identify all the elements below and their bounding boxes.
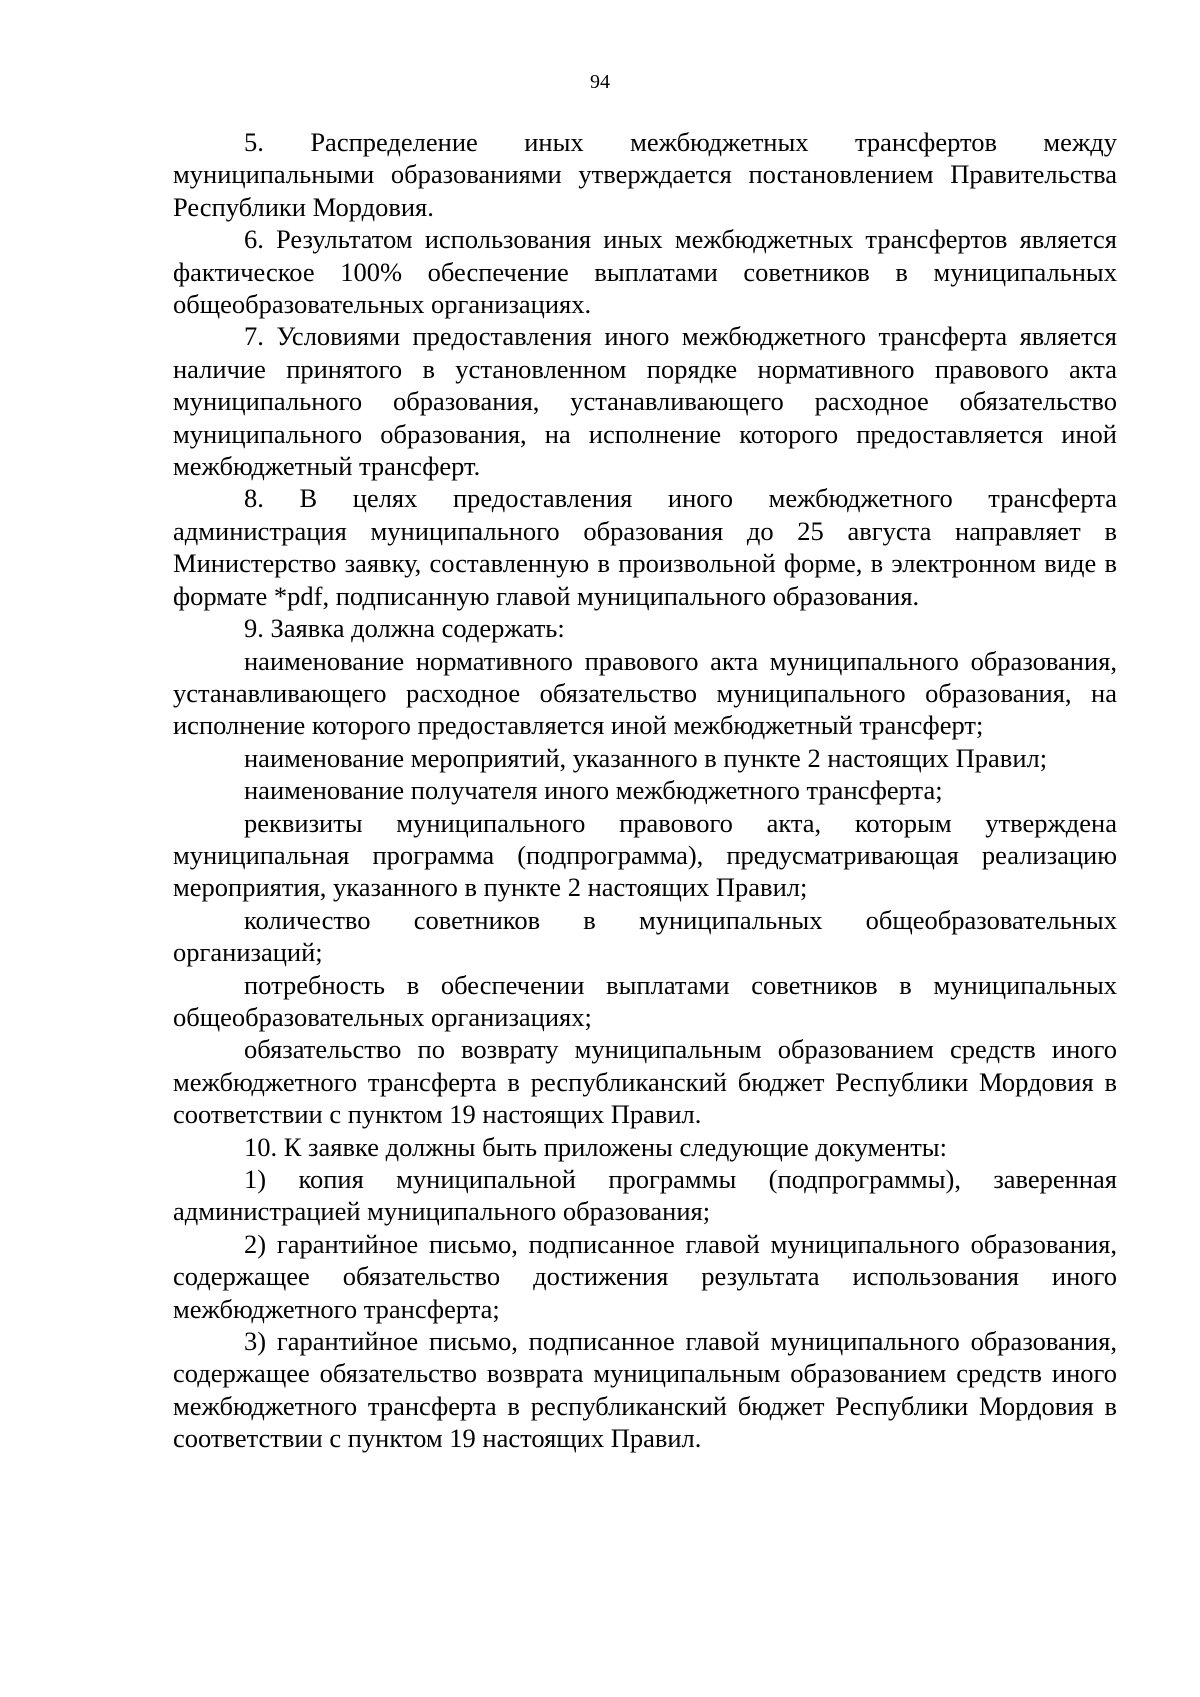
list-item-act-name: наименование нормативного правового акта муниципального образования, устанавливающего расходное обязательство муниципального образования, на исполнение которого предоставляется иной межбюджетный трансферт;	[173, 645, 1117, 741]
paragraph-5: 5. Распределение иных межбюджетных трансфертов между муниципальными образованиями утверждается постановлением Правительства Республики Мордовия.	[173, 127, 1117, 222]
paragraph-7: 7. Условиями предоставления иного межбюджетного трансферта является наличие принятого в установленном порядке нормативного правового акта муниципального образования, устанавливающего расходное обязательство муниципального образования, на исполнение которого предоставляется иной межбюджетный трансферт.	[173, 321, 1117, 482]
list-item-act-details: реквизиты муниципального правового акта, которым утверждена муниципальная программа (подпрограмма), предусматривающая реализацию мероприятия, указанного в пункте 2 настоящих Правил;	[173, 807, 1117, 903]
attachment-item-3: 3) гарантийное письмо, подписанное главой муниципального образования, содержащее обязательство возврата муниципальным образованием средств иного межбюджетного трансферта в республиканский бюджет Республики Мордовия в соответствии с пунктом 19 настоящих Правил.	[173, 1326, 1117, 1454]
list-item-recipient-name: наименование получателя иного межбюджетного трансферта;	[244, 775, 943, 806]
document-body	[173, 126, 1117, 1455]
list-item-payment-need: потребность в обеспечении выплатами советников в муниципальных общеобразовательных организациях;	[173, 969, 1117, 1032]
list-item-advisor-count: количество советников в муниципальных общеобразовательных организаций;	[173, 904, 1117, 968]
paragraph-8: 8. В целях предоставления иного межбюджетного трансферта администрация муниципального образования до 25 августа направляет в Министерство заявку, составленную в произвольной форме, в электронном виде в формате *pdf, подписанную главой муниципального образования.	[173, 483, 1117, 611]
paragraph-6: 6. Результатом использования иных межбюджетных трансфертов является фактическое 100% обеспечение выплатами советников в муниципальных общеобразовательных организациях.	[173, 224, 1117, 320]
page-number: 94	[590, 71, 610, 93]
paragraph-9: 9. Заявка должна содержать:	[244, 613, 565, 644]
attachment-item-2: 2) гарантийное письмо, подписанное главой муниципального образования, содержащее обязательство достижения результата использования иного межбюджетного трансферта;	[173, 1228, 1117, 1324]
attachment-item-1: 1) копия муниципальной программы (подпрограммы), заверенная администрацией муниципального образования;	[173, 1164, 1117, 1227]
paragraph-10: 10. К заявке должны быть приложены следующие документы:	[244, 1131, 947, 1162]
list-item-return-obligation: обязательство по возврату муниципальным образованием средств иного межбюджетного трансферта в республиканский бюджет Республики Мордовия в соответствии с пунктом 19 настоящих Правил.	[173, 1034, 1117, 1130]
list-item-activities-name: наименование мероприятий, указанного в пункте 2 настоящих Правил;	[244, 742, 1048, 773]
